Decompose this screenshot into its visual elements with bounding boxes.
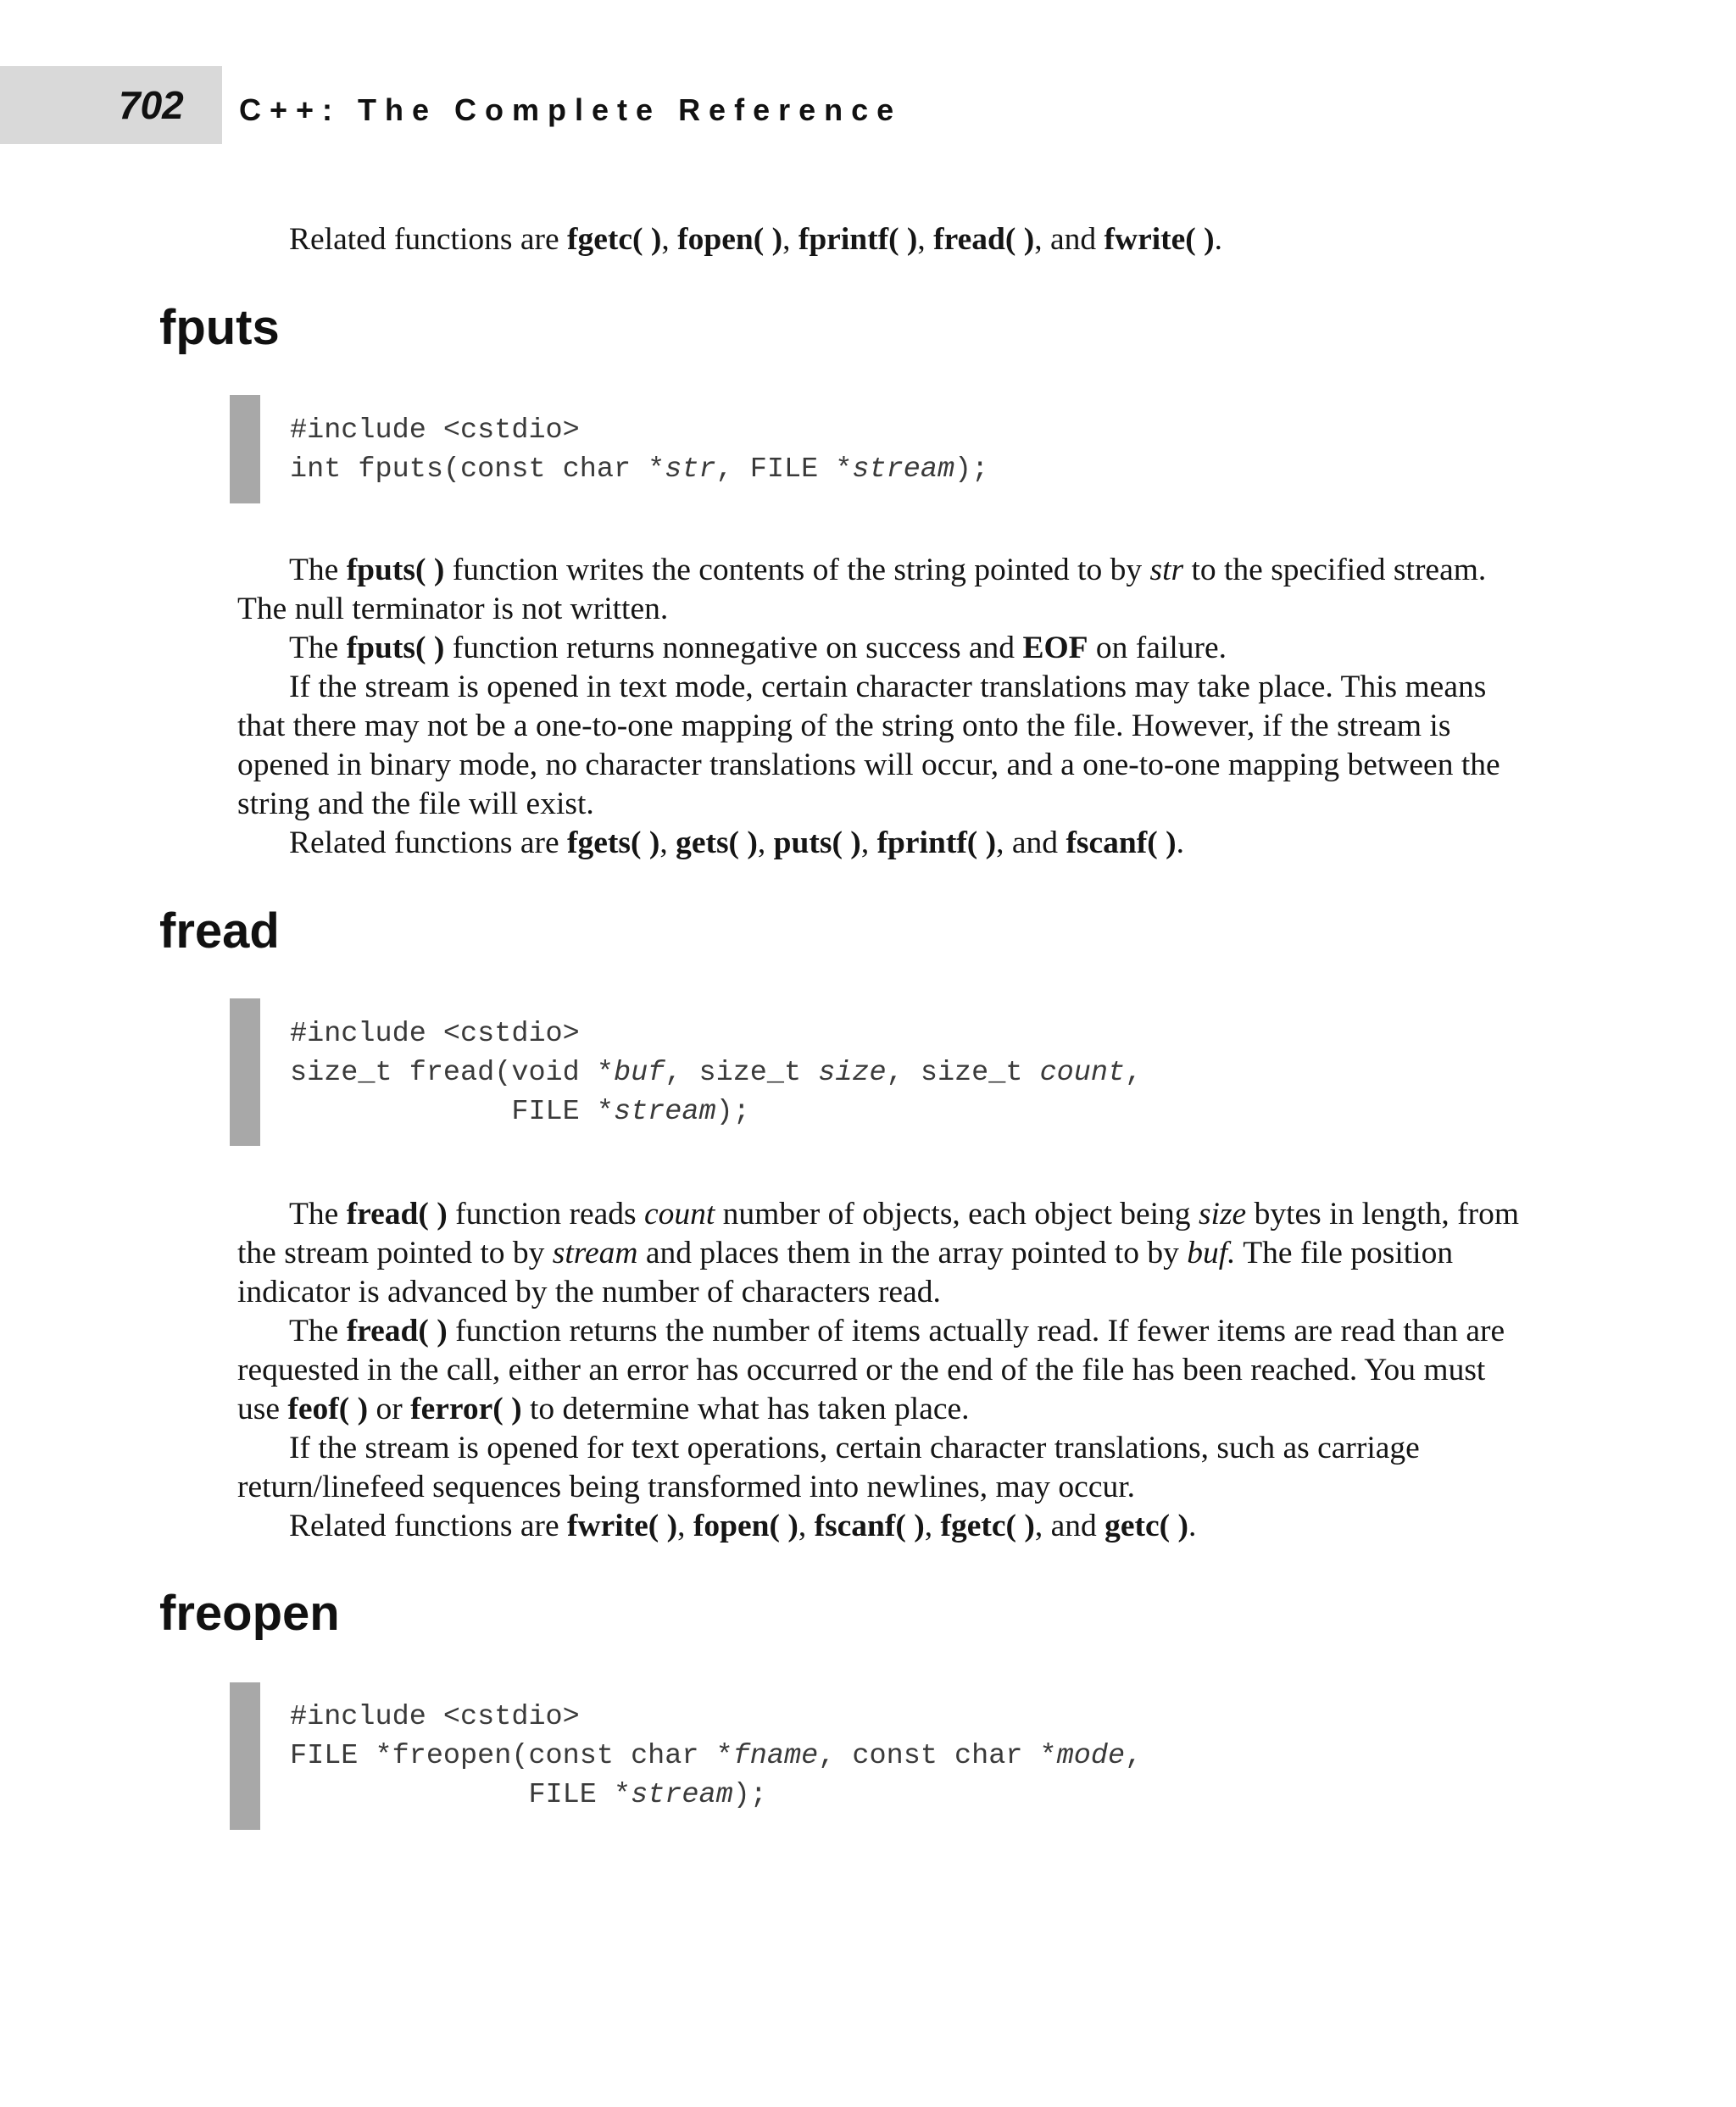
fputs-code: #include <cstdio> int fputs(const char *str, FILE *stream); (290, 414, 989, 486)
fputs-heading: fputs (159, 300, 280, 355)
paragraph: Related functions are fwrite( ), fopen( ), fscanf( ), fgetc( ), and getc( ). (289, 1509, 1197, 1543)
paragraph: The fread( ) function reads count number of objects, each object being size bytes in length, from the stream pointed to by stream and places them in the array pointed to by buf. The file position indicator is advanced by the number of characters read. (237, 1197, 1520, 1309)
paragraph: If the stream is opened for text operations, certain character translations, such as carriage return/linefeed sequences being transformed into newlines, may occur. (237, 1431, 1420, 1504)
paragraph: If the stream is opened in text mode, certain character translations may take place. This means that there may not be a one-to-one mapping of the string onto the file. However, if the stream is opened in binary mode, no character translations will occur, and a one-to-one mapping between the string and the file will exist. (237, 670, 1500, 821)
header-tab (0, 66, 222, 144)
fread-description (237, 1195, 1526, 1546)
code-block-bar (230, 1682, 260, 1830)
paragraph: Related functions are fgets( ), gets( ), puts( ), fprintf( ), and fscanf( ). (289, 826, 1184, 860)
code-block-bar (230, 395, 260, 503)
running-head: C++: The Complete Reference (239, 92, 903, 127)
related-functions-line: Related functions are fgetc( ), fopen( ), fprintf( ), fread( ), and fwrite( ). (289, 222, 1223, 257)
code-block-bar (230, 998, 260, 1146)
fread-code: #include <cstdio> size_t fread(void *buf, size_t size, size_t count, FILE *stream); (290, 1018, 1143, 1128)
page-number: 702 (119, 83, 184, 127)
paragraph: The fputs( ) function returns nonnegative on success and EOF on failure. (289, 631, 1227, 665)
freopen-code: #include <cstdio> FILE *freopen(const char *fname, const char *mode, FILE *stream); (290, 1701, 1143, 1811)
freopen-heading: freopen (159, 1586, 340, 1641)
fread-heading: fread (159, 903, 280, 959)
paragraph: The fread( ) function returns the number of items actually read. If fewer items are read than are requested in the call, either an error has occurred or the end of the file has been reached. You must use feof( ) or ferror( ) to determine what has taken place. (237, 1314, 1505, 1426)
fputs-description (237, 551, 1526, 863)
paragraph: The fputs( ) function writes the contents of the string pointed to by str to the specified stream. The null terminator is not written. (237, 553, 1487, 626)
